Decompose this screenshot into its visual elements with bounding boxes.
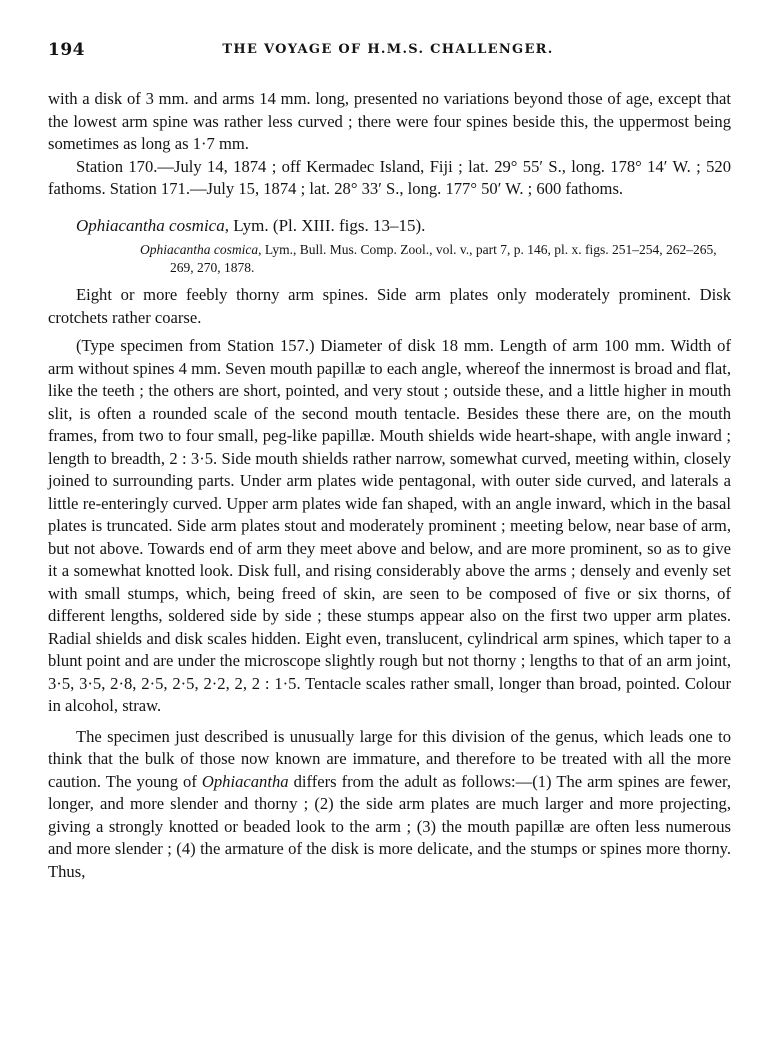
reference-species-name: Ophiacantha cosmica [140, 242, 259, 257]
page-header [48, 40, 728, 68]
closing-genus-name: Ophiacantha [201, 771, 289, 791]
closing-text-end: differs from the adult as follows:—(1) The arm spines are fewer, longer, and more slender and thorny ; (2) the side arm plates are much larger and more projecting, giving a strongly knotted or beaded look to the arm ; (3) the mouth papillæ are often less numerous and more slender ; (4) the armature of the disk is more delicate, and the stumps or spines more thorny. Thus, [48, 771, 732, 881]
paragraph-continuation: with a disk of 3 mm. and arms 14 mm. long, presented no variations beyond those of age, except that the lowest arm spine was rather less curved ; there were four spines beside this, the uppermost being sometimes as long as 1·7 mm. [48, 89, 731, 153]
species-heading-rest: , Lym. (Pl. XIII. figs. 13–15). [224, 215, 426, 235]
species-heading [48, 215, 731, 238]
page-number: 194 [48, 40, 85, 60]
paragraph-closing [48, 726, 731, 884]
species-name: Ophiacantha cosmica [76, 215, 225, 235]
paragraph-diagnosis: Eight or more feebly thorny arm spines. Side arm plates only moderately prominent. Disk crotchets rather coarse. [48, 285, 731, 327]
paragraph-description: (Type specimen from Station 157.) Diameter of disk 18 mm. Length of arm 100 mm. Width of arm without spines 4 mm. Seven mouth papillæ to each angle, whereof the innermost is broad and flat, like the teeth ; the others are short, pointed, and very stout ; outside these, and a little higher in mouth slit, is often a rounded scale of the second mouth tentacle. Besides these there are, on the mouth frames, from two to four small, peg-like papillæ. Mouth shields wide heart-shape, with angle inward ; length to breadth, 2 : 3·5. Side mouth shields rather narrow, somewhat curved, meeting within, closely joined to surrounding parts. Under arm plates wide pentagonal, with outer side curved, and laterals a little re-enteringly curved. Upper arm plates wide fan shaped, with an angle inward, which in the basal plates is truncated. Side arm plates stout and moderately prominent ; meeting below, near base of arm, but not above. Towards end of arm they meet above and below, and are more prominent, so as to give it a somewhat knotted look. Disk full, and rising considerably above the arms ; densely and evenly set with small stumps, which, being freed of skin, are seen to be composed of five or six thorns, of different lengths, soldered side by side ; these stumps appear also on the first two upper arm plates. Radial shields and disk scales hidden. Eight even, translucent, cylindrical arm spines, which taper to a blunt point and are under the microscope slightly rough but not thorny ; lengths to that of an arm joint, 3·5, 3·5, 2·8, 2·5, 2·5, 2·2, 2, 2 : 1·5. Tentacle scales rather small, longer than broad, pointed. Colour in alcohol, straw. [48, 336, 731, 715]
running-title: THE VOYAGE OF H.M.S. CHALLENGER. [222, 42, 554, 57]
paragraph-stations: Station 170.—July 14, 1874 ; off Kermadec Island, Fiji ; lat. 29° 55′ S., long. 178° 14′ W. ; 520 fathoms. Station 171.—July 15, 1874 ; lat. 28° 33′ S., long. 177° 50′ W. ; 600 fathoms. [48, 156, 731, 198]
bibliographic-reference [48, 241, 731, 276]
page-body [48, 88, 731, 883]
reference-citation: , Lym., Bull. Mus. Comp. Zool., vol. v., part 7, p. 146, pl. x. figs. 251–254, 262–265, 269, 270, 1878. [170, 242, 717, 275]
closing-text-start: The specimen just described is unusually large for this division of the genus, which leads one to think that the bulk of those now known are immature, and therefore to be treated with all the more caution. The young of [48, 726, 731, 791]
